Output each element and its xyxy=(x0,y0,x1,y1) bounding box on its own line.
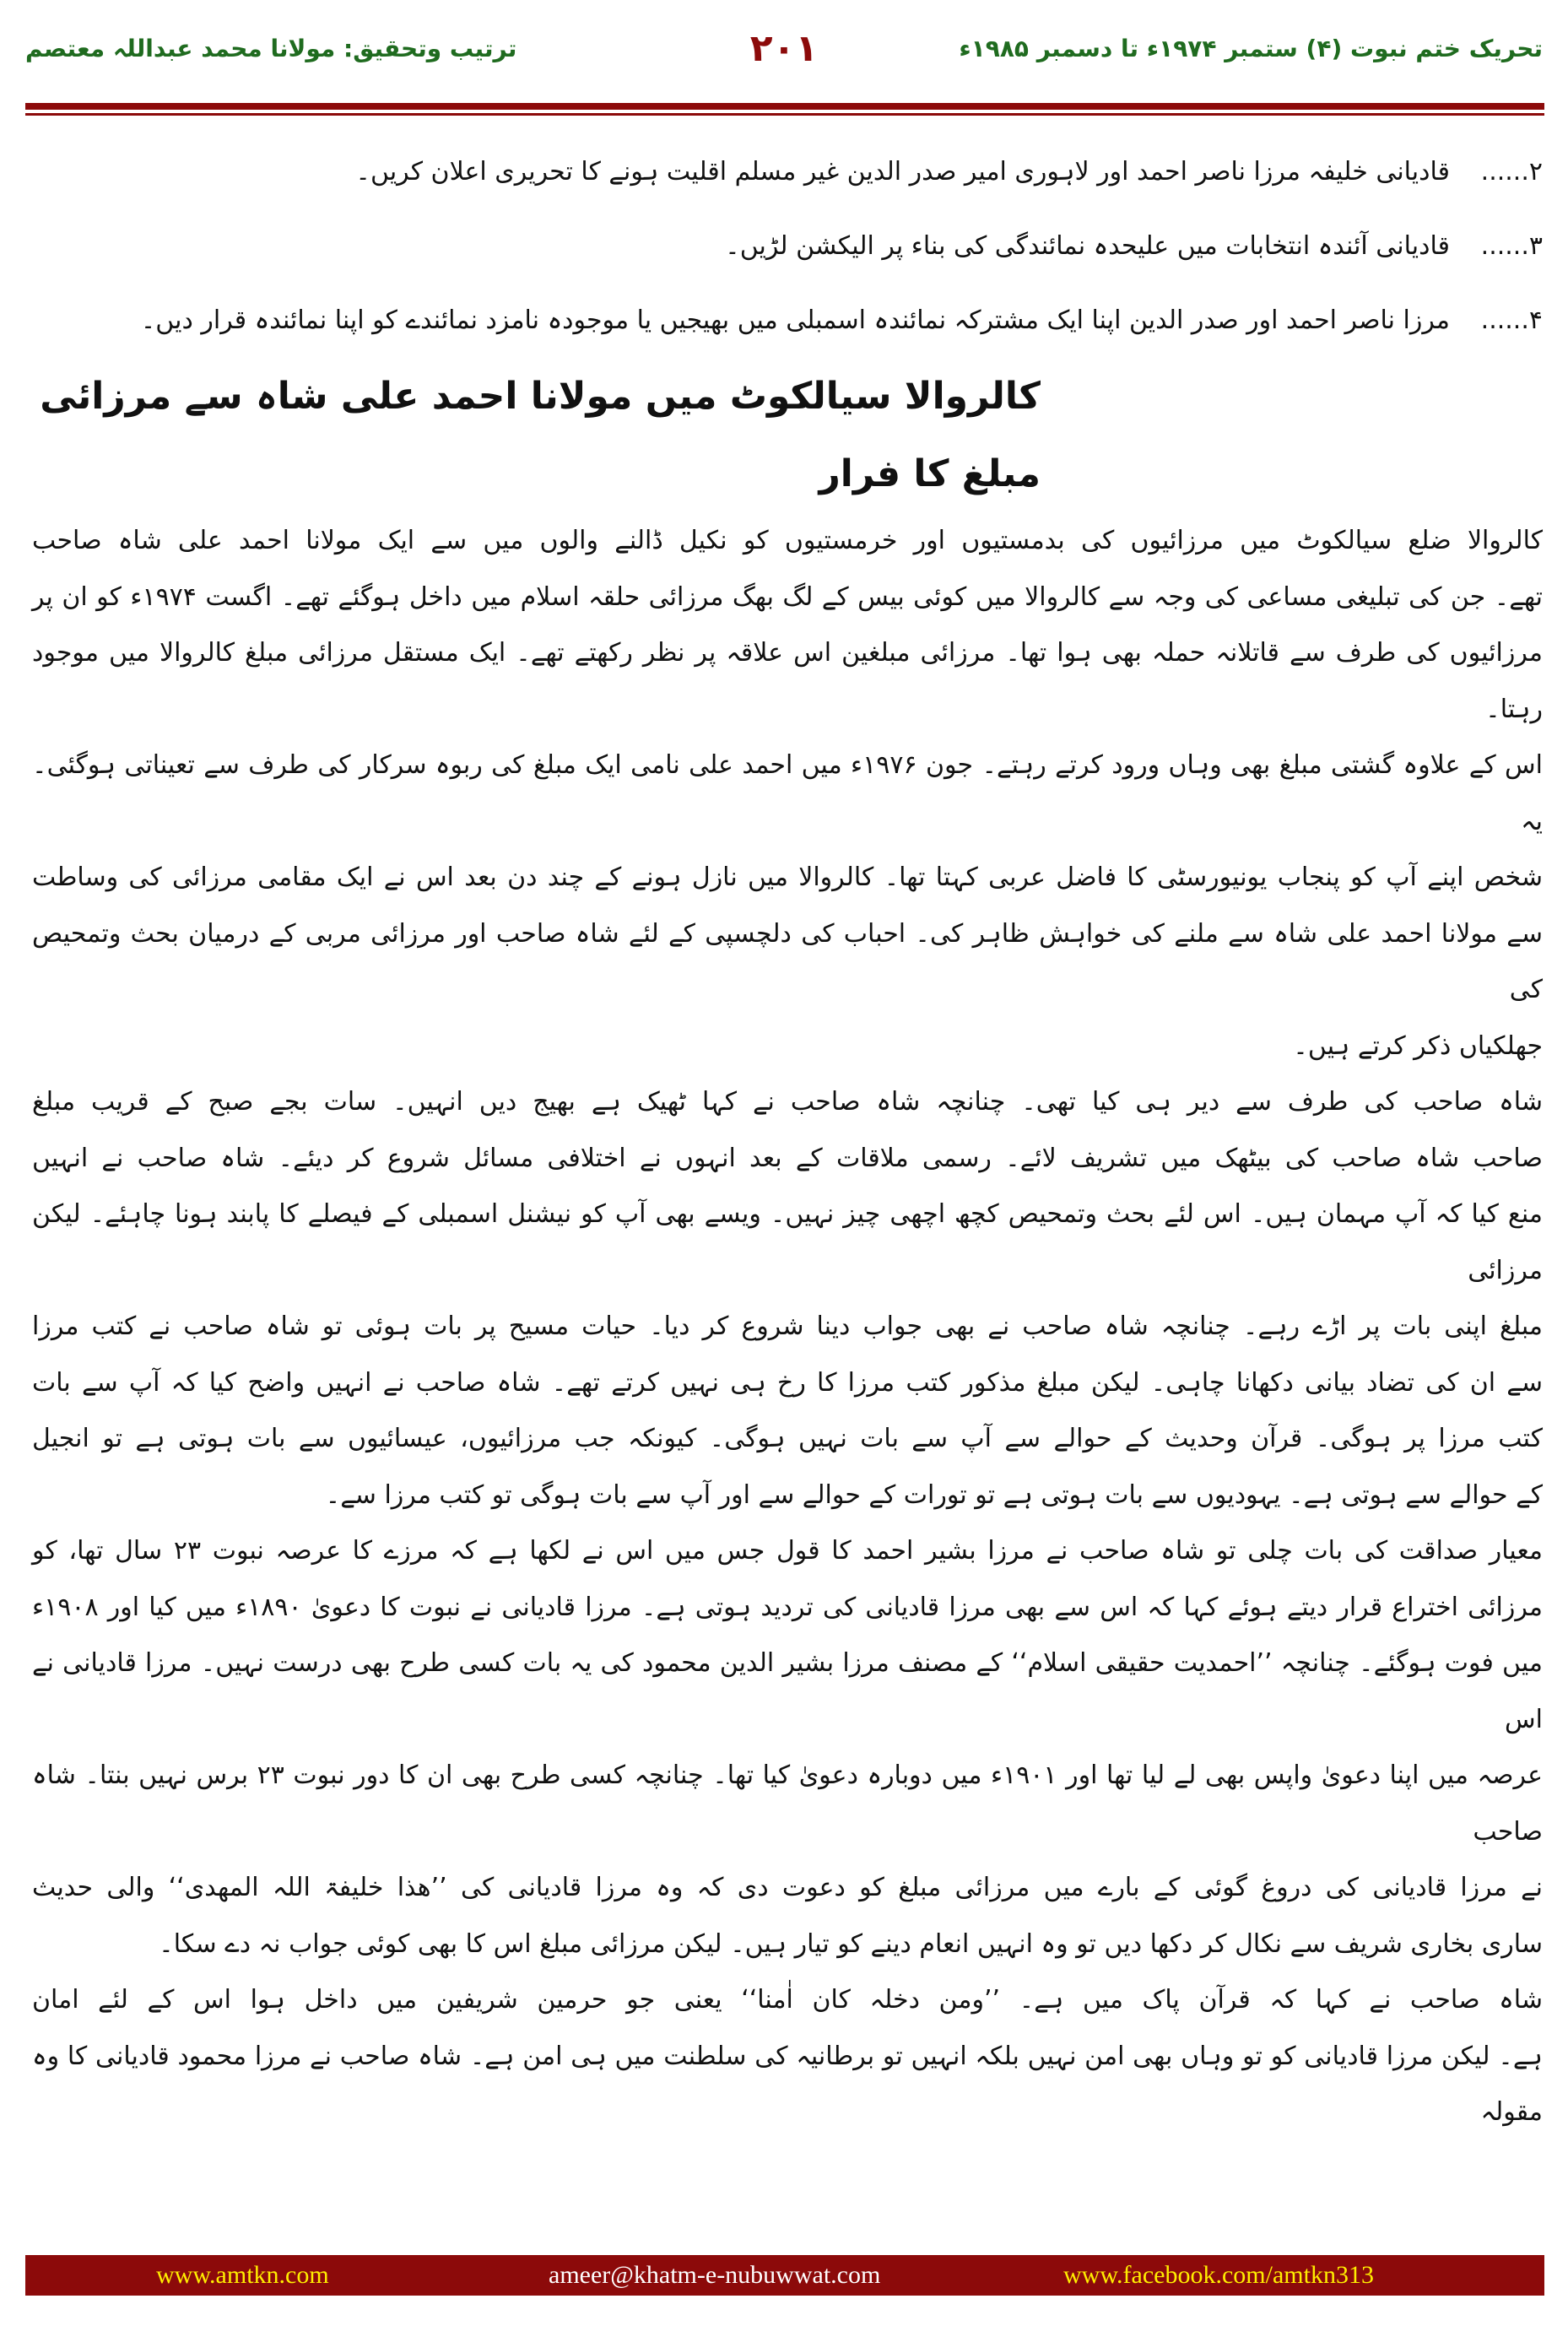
list-item-number: ۴...... xyxy=(1480,306,1543,335)
paragraph xyxy=(32,513,1543,1074)
text-line: میں فوت ہوگئے۔ چنانچہ ’’احمدیت حقیقی اسلام‘‘ کے مصنف مرزا بشیر الدین محمود کی یہ بات کسی طرح بھی درست نہیں۔ مرزا قادیانی نے اس xyxy=(32,1648,1543,1734)
compiler-credit: ترتیب وتحقیق: مولانا محمد عبداللہ معتصم xyxy=(25,35,517,62)
text-line: شخص اپنے آپ کو پنجاب یونیورسٹی کا فاضل عربی کہتا تھا۔ کالروالا میں نازل ہونے کے چند دن بعد اس نے ایک مقامی مرزائی کی وساطت xyxy=(32,863,1543,892)
list-item-number: ۳...... xyxy=(1480,231,1543,261)
text-line: مرزائی اختراع قرار دیتے ہوئے کہا کہ اس سے بھی مرزا قادیانی کی تردید ہوتی ہے۔ مرزا قادیانی نے نبوت کا دعویٰ ۱۸۹۰ء میں کیا اور ۱۹۰۸ء xyxy=(32,1592,1543,1622)
text-line: جھلکیاں ذکر کرتے ہیں۔ xyxy=(1293,1030,1543,1061)
text-line: عرصہ میں اپنا دعویٰ واپس بھی لے لیا تھا اور ۱۹۰۱ء میں دوبارہ دعویٰ کیا تھا۔ چنانچہ کسی طرح بھی ان کا دور نبوت ۲۳ برس نہیں بنتا۔ شاہ صاحب xyxy=(32,1761,1543,1847)
list-item-text: قادیانی آئندہ انتخابات میں علیحدہ نمائندگی کی بناء پر الیکشن لڑیں۔ xyxy=(725,231,1450,261)
text-line: کتب مرزا پر ہوگی۔ قرآن وحدیث کے حوالے سے آپ سے بات نہیں ہوگی۔ کیونکہ جب مرزائیوں، عیسائیوں سے بات ہوتی ہے تو انجیل xyxy=(32,1424,1543,1453)
text-line: نے مرزا قادیانی کی دروغ گوئی کے بارے میں مرزائی مبلغ کو دعوت دی کہ وہ مرزا قادیانی کی ’’ھذا خلیفۃ اللہ المھدی‘‘ والی حدیث xyxy=(32,1873,1543,1902)
text-line: اس کے علاوہ گشتی مبلغ بھی وہاں ورود کرتے رہتے۔ جون ۱۹۷۶ء میں احمد علی نامی ایک مبلغ کی ربوہ سرکار کی طرف سے تعیناتی ہوگئی۔ یہ xyxy=(32,750,1543,836)
text-line: کالروالا ضلع سیالکوٹ میں مرزائیوں کی بدمستیوں اور خرمستیوں کو نکیل ڈالنے والوں میں سے ایک مولانا احمد علی شاہ صاحب xyxy=(32,526,1543,555)
facebook-link[interactable]: www.facebook.com/amtkn313 xyxy=(1063,2261,1374,2289)
text-line: ساری بخاری شریف سے نکال کر دکھا دیں تو وہ انہیں انعام دینے کو تیار ہیں۔ لیکن مرزائی مبلغ اس کا بھی کوئی جواب نہ دے سکا۔ xyxy=(159,1928,1543,1959)
text-line: تھے۔ جن کی تبلیغی مساعی کی وجہ سے کالروالا میں کوئی بیس کے لگ بھگ مرزائی حلقہ اسلام میں داخل ہوگئے تھے۔ اگست ۱۹۷۴ء کو ان پر xyxy=(32,581,1543,612)
section-heading: کالروالا سیالکوٹ میں مولانا احمد علی شاہ سے مرزائی مبلغ کا فرار xyxy=(40,375,1041,495)
article-text xyxy=(32,513,1543,2141)
demands-list xyxy=(32,135,1543,358)
website-link[interactable]: www.amtkn.com xyxy=(156,2261,329,2289)
list-item xyxy=(32,284,1543,358)
text-line: سے مولانا احمد علی شاہ سے ملنے کی خواہش ظاہر کی۔ احباب کی دلچسپی کے لئے شاہ صاحب اور مرزائی مربی کے درمیان بحث وتمحیص کی xyxy=(32,918,1543,1004)
list-item xyxy=(32,135,1543,209)
email-link[interactable]: ameer@khatm-e-nubuwwat.com xyxy=(549,2261,881,2289)
book-title: تحریک ختم نبوت (۴) ستمبر ۱۹۷۴ء تا دسمبر ۱۹۸۵ء xyxy=(959,35,1543,62)
text-line: مبلغ اپنی بات پر اڑے رہے۔ چنانچہ شاہ صاحب نے بھی جواب دینا شروع کر دیا۔ حیات مسیح پر بات ہوئی تو شاہ صاحب نے کتب مرزا xyxy=(32,1312,1543,1341)
text-line: منع کیا کہ آپ مہمان ہیں۔ اس لئے بحث وتمحیص کچھ اچھی چیز نہیں۔ ویسے بھی آپ کو نیشنل اسمبلی کے فیصلے کا پابند ہونا چاہئے۔ لیکن مرزائی xyxy=(32,1199,1543,1285)
list-item xyxy=(32,209,1543,284)
paragraph xyxy=(32,1074,1543,1523)
text-line: شاہ صاحب کی طرف سے دیر ہی کیا تھی۔ چنانچہ شاہ صاحب نے کہا ٹھیک ہے بھیج دیں انہیں۔ سات بجے صبح کے قریب مبلغ xyxy=(32,1087,1543,1117)
footer-bar xyxy=(25,2255,1544,2296)
text-line: معیار صداقت کی بات چلی تو شاہ صاحب نے مرزا بشیر احمد کا قول جس میں اس نے لکھا ہے کہ مرزے کا عرصہ نبوت ۲۳ سال تھا، کو xyxy=(32,1536,1543,1566)
text-line: کے حوالے سے ہوتی ہے۔ یہودیوں سے بات ہوتی ہے تو تورات کے حوالے سے اور آپ سے بات ہوگی تو کتب مرزا سے۔ xyxy=(325,1479,1543,1510)
text-line: سے ان کی تضاد بیانی دکھانا چاہی۔ لیکن مبلغ مذکور کتب مرزا کا رخ ہی نہیں کرتے تھے۔ شاہ صاحب نے انہیں واضح کیا کہ آپ سے بات xyxy=(32,1367,1543,1398)
text-line: ہے۔ لیکن مرزا قادیانی کو تو وہاں بھی امن نہیں بلکہ انہیں تو برطانیہ کی سلطنت میں ہی امن ہے۔ شاہ صاحب نے مرزا محمود قادیانی کا وہ مقولہ xyxy=(32,2041,1543,2127)
header-divider-thin xyxy=(25,113,1544,116)
text-line: شاہ صاحب نے کہا کہ قرآن پاک میں ہے۔ ’’ومن دخلہ کان اٰمنا‘‘ یعنی جو حرمین شریفین میں داخل ہوا اس کے لئے امان xyxy=(32,1985,1543,2015)
list-item-number: ۲...... xyxy=(1480,157,1543,187)
text-line: صاحب شاہ صاحب کی بیٹھک میں تشریف لائے۔ رسمی ملاقات کے بعد انہوں نے اختلافی مسائل شروع کر دیئے۔ شاہ صاحب نے انہیں xyxy=(32,1143,1543,1173)
list-item-text: قادیانی خلیفہ مرزا ناصر احمد اور لاہوری امیر صدر الدین غیر مسلم اقلیت ہونے کا تحریری اعلان کریں۔ xyxy=(355,157,1450,187)
list-item-text: مرزا ناصر احمد اور صدر الدین اپنا ایک مشترکہ نمائندہ اسمبلی میں بھیجیں یا موجودہ نامزد نمائندے کو اپنا نمائندہ قرار دیں۔ xyxy=(140,306,1450,335)
page-body xyxy=(32,135,1543,2141)
text-line: مرزائیوں کی طرف سے قاتلانہ حملہ بھی ہوا تھا۔ مرزائی مبلغین اس علاقہ پر نظر رکھتے تھے۔ ایک مستقل مرزائی مبلغ کالروالا میں موجود رہتا۔ xyxy=(32,638,1543,724)
page-number: ۲۰۱ xyxy=(749,27,819,70)
paragraph xyxy=(32,1523,1543,1972)
header-divider xyxy=(25,103,1544,110)
paragraph xyxy=(32,1972,1543,2141)
